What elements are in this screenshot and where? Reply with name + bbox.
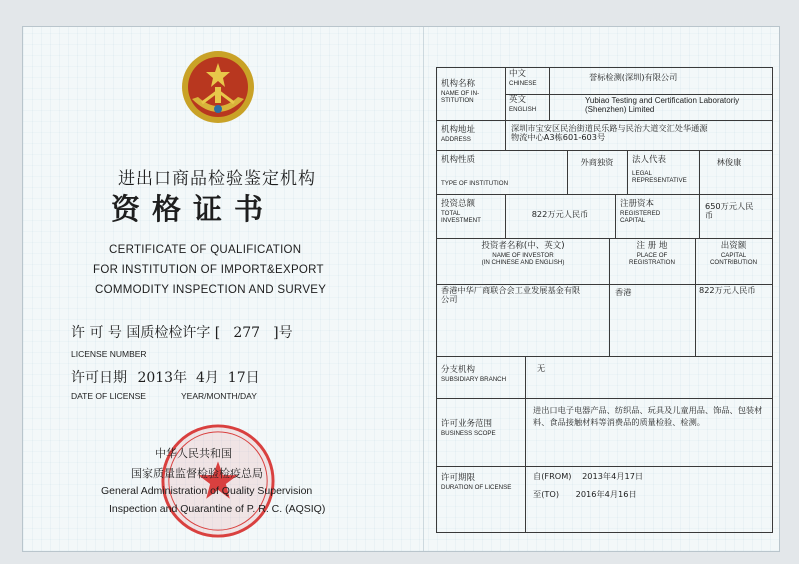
- page-fold: [423, 27, 424, 551]
- issuer-cn-line1: 中华人民共和国: [155, 447, 232, 460]
- license-date-en-format: YEAR/MONTH/DAY: [181, 391, 257, 401]
- address-value: 深圳市宝安区民治街道民乐路与民治大道交汇处华通源物流中心A3栋601-603号: [511, 123, 708, 143]
- investment-label: 投资总额 TOTAL INVESTMENT: [441, 199, 481, 224]
- duration-to: 至(TO) 2016年4月16日: [533, 489, 637, 499]
- duration-label: 许可期限 DURATION OF LICENSE: [441, 473, 512, 491]
- scope-label: 许可业务范围 BUSINESS SCOPE: [441, 419, 496, 437]
- license-number-value: 277: [233, 325, 261, 341]
- certificate-title-en-line2: FOR INSTITUTION OF IMPORT&EXPORT: [93, 264, 324, 276]
- license-number-en: LICENSE NUMBER: [71, 349, 147, 359]
- investor-header: 投资者名称(中、英文) NAME OF INVESTOR (IN CHINESE AND ENGLISH): [481, 241, 565, 266]
- legal-rep-value: 林俊康: [716, 157, 742, 167]
- english-label: 英文 ENGLISH: [509, 95, 537, 113]
- contribution-value: 822万元人民币: [699, 285, 756, 295]
- address-label: 机构地址 ADDRESS: [441, 125, 476, 143]
- license-number-row: [71, 322, 293, 342]
- org-name-label: 机构名称 NAME OF IN-STITUTION: [441, 79, 480, 104]
- place-header: 注 册 地 PLACE OF REGISTRATION: [629, 241, 675, 266]
- capital-label: 注册资本 REGISTERED CAPITAL: [620, 199, 661, 224]
- certificate-title-en-line1: CERTIFICATE OF QUALIFICATION: [109, 244, 302, 256]
- license-date-en-label: DATE OF LICENSE: [71, 391, 146, 401]
- official-seal-icon: [159, 422, 277, 540]
- investment-value: 822万元人民币: [531, 209, 589, 219]
- type-label: 机构性质 TYPE OF INSTITUTION: [441, 155, 509, 187]
- certificate-title-en-line3: COMMODITY INSPECTION AND SURVEY: [95, 284, 327, 296]
- issuer-en-line1: General Administration of Quality Supervision: [101, 485, 313, 497]
- license-date-row: [71, 367, 260, 387]
- issuer-cn-line2: 国家质量监督检验检疫总局: [131, 467, 263, 480]
- certificate-left-page: [23, 27, 423, 551]
- certificate-page: [22, 26, 780, 552]
- chinese-label: 中文 CHINESE: [509, 69, 537, 87]
- investor-value: 香港中华厂商联合会工业发展基金有限公司: [441, 285, 581, 305]
- license-number-suffix: ]号: [273, 325, 293, 341]
- branch-label: 分支机构 SUBSIDIARY BRANCH: [441, 365, 507, 383]
- name-cn-value: 誉标检测(深圳)有限公司: [589, 72, 678, 82]
- certificate-title-cn: 进出口商品检验鉴定机构: [118, 169, 316, 189]
- national-emblem-icon: [178, 47, 258, 127]
- license-date-value: 2013年 4月 17日: [137, 370, 260, 386]
- place-value: 香港: [615, 287, 632, 297]
- capital-value: 650万元人民币: [705, 201, 754, 221]
- type-value: 外商独资: [580, 157, 614, 167]
- name-en-value: Yubiao Testing and Certification Laboratoriy (Shenzhen) Limited: [585, 96, 740, 115]
- issuer-en-line2: Inspection and Quarantine of P. R. C. (AQSIQ): [109, 503, 326, 515]
- contribution-header: 出资额 CAPITAL CONTRIBUTION: [709, 241, 758, 266]
- license-date-label: 许可日期: [71, 370, 127, 386]
- scope-value: 进出口电子电器产品、纺织品、玩具及儿童用品、饰品、包装材料、食品接触材料等消费品的质量检验、检测。: [533, 405, 763, 428]
- legal-rep-label: 法人代表 LEGAL REPRESENTATIVE: [632, 155, 687, 184]
- certificate-title-main: 资格证书: [111, 192, 276, 226]
- branch-value: 无: [537, 363, 546, 373]
- institution-details-table: [436, 67, 773, 533]
- duration-from: 自(FROM) 2013年4月17日: [533, 471, 644, 481]
- license-number-label: 许 可 号 国质检检许字 [: [71, 325, 221, 341]
